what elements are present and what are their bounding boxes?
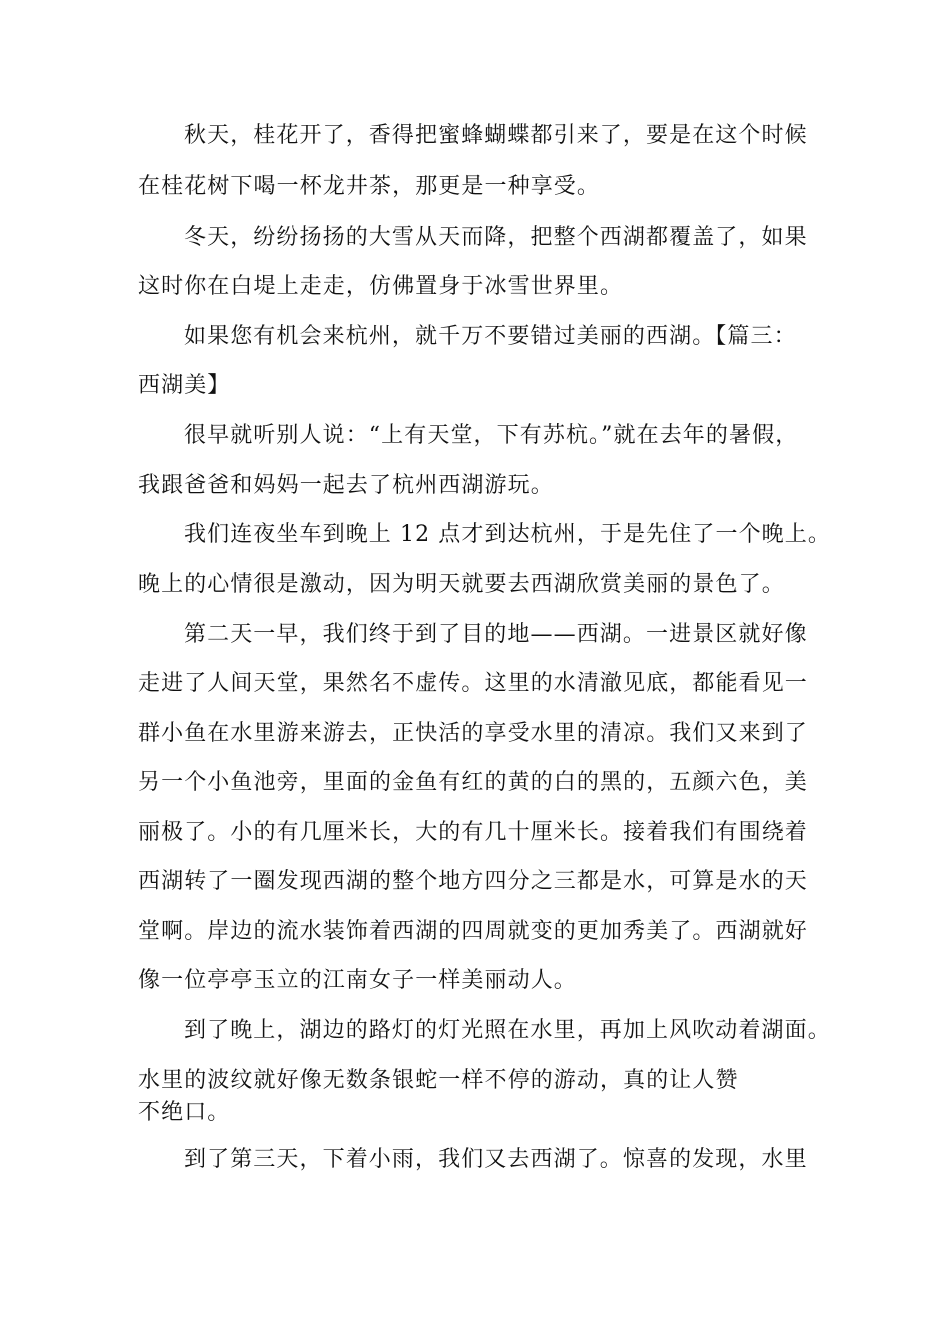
text-line: 到了晚上，湖边的路灯的灯光照在水里，再加上风吹动着湖面。 [184, 1018, 831, 1043]
text-line: 另一个小鱼池旁，里面的金鱼有红的黄的白的黑的，五颜六色，美 [138, 770, 808, 795]
text-line: 我们连夜坐车到晚上 12 点才到达杭州，于是先住了一个晚上。 [184, 522, 831, 547]
text-line: 群小鱼在水里游来游去，正快活的享受水里的清凉。我们又来到了 [138, 721, 808, 746]
text-line: 西湖转了一圈发现西湖的整个地方四分之三都是水，可算是水的天 [138, 869, 808, 894]
text-line: 很早就听别人说：“上有天堂，下有苏杭。”就在去年的暑假， [184, 423, 799, 448]
text-line: 晚上的心情很是激动，因为明天就要去西湖欣赏美丽的景色了。 [138, 572, 785, 597]
text-line: 到了第三天，下着小雨，我们又去西湖了。惊喜的发现，水里 [184, 1147, 808, 1172]
text-line: 如果您有机会来杭州，就千万不要错过美丽的西湖。【篇三： [184, 324, 797, 349]
text-line: 走进了人间天堂，果然名不虚传。这里的水清澈见底，都能看见一 [138, 671, 808, 696]
text-line: 我跟爸爸和妈妈一起去了杭州西湖游玩。 [138, 473, 554, 498]
text-line: 在桂花树下喝一杯龙井茶，那更是一种享受。 [138, 174, 601, 199]
text-line: 西湖美】 [138, 373, 231, 398]
text-line: 不绝口。 [138, 1100, 231, 1125]
text-line: 秋天，桂花开了，香得把蜜蜂蝴蝶都引来了，要是在这个时候 [184, 123, 808, 148]
text-line: 像一位亭亭玉立的江南女子一样美丽动人。 [138, 968, 577, 993]
text-line: 这时你在白堤上走走，仿佛置身于冰雪世界里。 [138, 274, 624, 299]
text-line: 第二天一早，我们终于到了目的地——西湖。一进景区就好像 [184, 622, 808, 647]
text-line: 冬天，纷纷扬扬的大雪从天而降，把整个西湖都覆盖了，如果 [184, 225, 808, 250]
text-line: 堂啊。岸边的流水装饰着西湖的四周就变的更加秀美了。西湖就好 [138, 919, 808, 944]
text-line: 丽极了。小的有几厘米长，大的有几十厘米长。接着我们有围绕着 [138, 820, 808, 845]
text-line: 水里的波纹就好像无数条银蛇一样不停的游动，真的让人赞 [138, 1068, 739, 1093]
